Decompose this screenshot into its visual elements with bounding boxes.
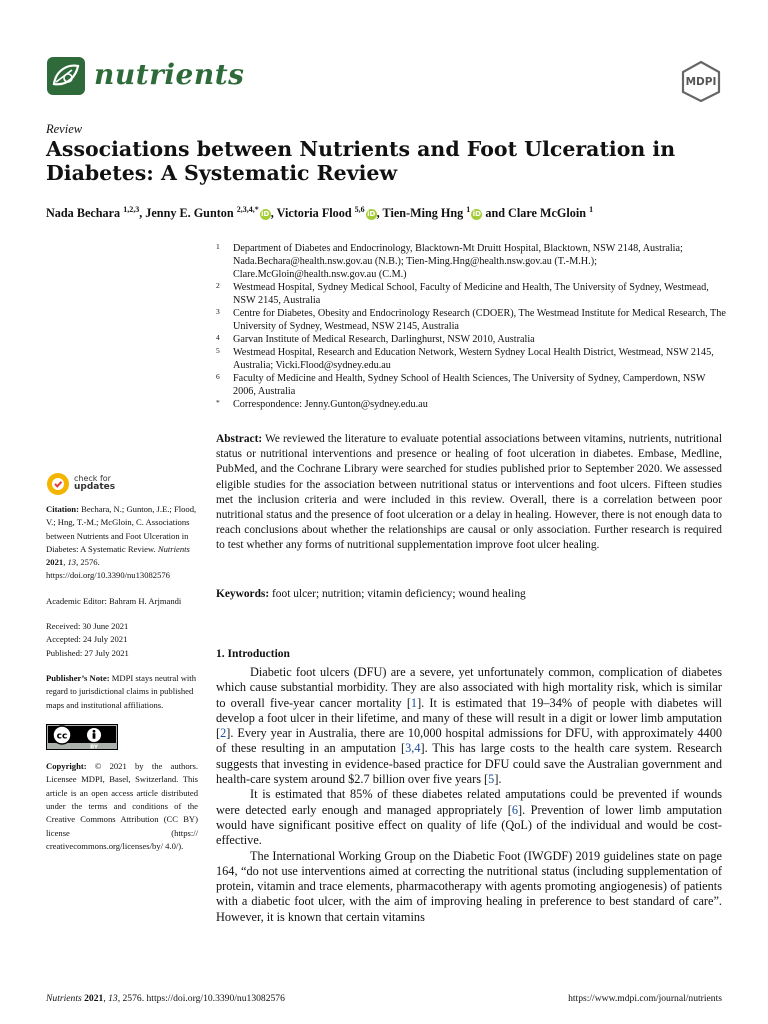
footer-journal-url[interactable]: https://www.mdpi.com/journal/nutrients xyxy=(568,993,722,1004)
author-affiliation-marker: 1,2,3 xyxy=(123,205,140,214)
reference-link[interactable]: 2 xyxy=(220,726,227,741)
svg-text:cc: cc xyxy=(56,731,68,742)
affiliation-text: Centre for Diabetes, Obesity and Endocrinology Research (CDOER), The Westmead Institute for Medical Research, The University of Sydney, Westmead, NSW 2145, Australia xyxy=(233,308,726,332)
journal-header xyxy=(46,56,722,100)
reference-link[interactable]: 1 xyxy=(410,695,418,710)
reference-link[interactable]: 6 xyxy=(511,802,518,817)
article-title: Associations between Nutrients and Foot Ulceration in Diabetes: A Systematic Review xyxy=(46,137,676,185)
journal-name: nutrients xyxy=(94,58,245,91)
orcid-icon[interactable]: iD xyxy=(367,209,376,218)
paragraph xyxy=(216,787,722,848)
author-affiliation-marker: 1 xyxy=(466,205,471,214)
affiliation-number: 6 xyxy=(216,372,220,381)
abstract xyxy=(216,432,722,554)
keywords xyxy=(216,588,722,600)
check-updates-line2: updates xyxy=(74,482,116,492)
citation: Citation: Bechara, N.; Gunton, J.E.; Flood, V.; Hng, T.-M.; McGloin, C. Associations between Nutrients and Foot Ulceration in Diabetes: A Systematic Review. Nutrients 2021, 13, 2576. https://doi.org/10.3390/nu13082576 xyxy=(46,504,197,581)
published-date: Published: 27 July 2021 xyxy=(46,647,129,658)
copyright-notice: Copyright: © 2021 by the authors. Licensee MDPI, Basel, Switzerland. This article is an open access article distributed under the terms and conditions of the Creative Commons Attribution (CC BY) license (https:// creativecommons.org/licenses/by/ 4.0/). xyxy=(46,761,198,851)
affiliation-number: 1 xyxy=(216,242,220,251)
check-updates-line1: check for xyxy=(74,474,111,483)
accepted-date: Accepted: 24 July 2021 xyxy=(46,634,128,645)
affiliation-text: Westmead Hospital, Research and Education Network, Western Sydney Local Health District, Westmead, NSW 2145, Australia; Vicki.Flood@sydney.edu.au xyxy=(233,347,714,371)
author-name: Nada Bechara xyxy=(46,206,124,221)
author-name: Tien-Ming Hng xyxy=(382,206,467,221)
author-list: Nada Bechara $^{1,2,3}$, Jenny E. Gunton $^{2,3,4,*}$ iD, Victoria Flood $^{5,6}$ iD, Tien-Ming Hng $^1$ iD and Clare McGloin $^1$ xyxy=(46,205,594,221)
section-heading-introduction: 1. Introduction xyxy=(216,648,290,660)
affiliation-item xyxy=(216,242,726,281)
paragraph-text: It is estimated that 85% of these diabetes related amputations could be prevented if wounds were detected early enough and managed appropriately [ xyxy=(216,787,722,817)
check-updates-icon xyxy=(46,472,70,496)
paragraph xyxy=(216,849,722,925)
affiliation-item xyxy=(216,281,726,307)
paragraph-text: ]. Prevention of lower limb amputation would have significant positive effect on quality of life (QoL) of the individual and would be cost-effective. xyxy=(216,802,722,848)
check-for-updates-button[interactable] xyxy=(46,470,166,500)
affiliation-item xyxy=(216,333,726,346)
paragraph-text: ]. Every year in Australia, there are 10,000 hospital admissions for DFU, with approximately 4400 of these resulting in an amputation [ xyxy=(216,726,722,756)
paragraph-text: ]. This has large costs to the health care system. Research suggests that investing in evidence-based practice for DFU could save the Australian government and health-care system around $2.7 billion over five years [ xyxy=(216,741,722,787)
affiliation-item xyxy=(216,398,726,411)
introduction-body xyxy=(216,665,722,925)
paragraph-text: ]. xyxy=(494,772,502,787)
sidebar xyxy=(46,503,198,853)
affiliation-number: 5 xyxy=(216,346,220,355)
affiliation-text: Garvan Institute of Medical Research, Darlinghurst, NSW 2010, Australia xyxy=(233,334,535,345)
cc-by-license-icon[interactable] xyxy=(46,724,118,750)
affiliation-item xyxy=(216,346,726,372)
affiliation-item xyxy=(216,372,726,398)
author-affiliation-marker: 2,3,4,* xyxy=(236,205,259,214)
orcid-icon[interactable]: iD xyxy=(472,209,481,218)
mdpi-logo-icon xyxy=(680,60,722,102)
paragraph-text: Diabetic foot ulcers (DFU) are a severe, yet unfortunately common, complication of diabetes which cause substantial morbidity. They are also associated with high mortality risk, which is similar to overall five-year cancer mortality [ xyxy=(216,665,722,710)
publishers-note: Publisher’s Note: MDPI stays neutral with regard to jurisdictional claims in published maps and institutional affiliations. xyxy=(46,672,196,710)
keywords-label: Keywords: xyxy=(216,588,270,600)
affiliation-number: * xyxy=(216,398,220,407)
academic-editor: Academic Editor: Bahram H. Arjmandi xyxy=(46,595,182,606)
affiliation-item xyxy=(216,307,726,333)
article-type: Review xyxy=(46,122,83,136)
paragraph-text: The International Working Group on the Diabetic Foot (IWGDF) 2019 guidelines state on page 164, “do not use interventions aimed at correcting the nutritional status (including supplementation of protein, vitamin and trace elements, pharmacotherapy with agents promoting angiogenesis) of patients with a diabetic foot ulcer, with the aim of improving healing in preference to best standard of care”. However, it is known that certain vitamins xyxy=(216,848,722,924)
svg-text:MDPI: MDPI xyxy=(685,76,717,88)
received-date: Received: 30 June 2021 xyxy=(46,621,129,632)
footer-citation: Nutrients 2021, 13, 2576. https://doi.org/10.3390/nu13082576 xyxy=(46,993,285,1004)
paragraph-text: ]. It is estimated that 19–34% of people with diabetes will develop a foot ulcer in their lifetime, and many of these will result in a digit or lower limb amputation [ xyxy=(216,695,722,741)
reference-link[interactable]: 3,4 xyxy=(405,741,421,756)
affiliation-number: 3 xyxy=(216,307,220,316)
svg-text:BY: BY xyxy=(90,744,98,750)
nutrients-logo-icon xyxy=(46,56,86,96)
affiliation-text: Department of Diabetes and Endocrinology, Blacktown-Mt Druitt Hospital, Blacktown, NSW 2148, Australia; Nada.Bechara@health.nsw.gov.au (N.B.); Tien-Ming.Hng@health.nsw.gov.au (T.-M.H.); Clare.McGloin@health.nsw.gov.au (C.M.) xyxy=(233,243,683,280)
affiliation-text: Correspondence: Jenny.Gunton@sydney.edu.au xyxy=(233,399,428,410)
keywords-text: foot ulcer; nutrition; vitamin deficiency; wound healing xyxy=(272,588,526,600)
affiliation-number: 4 xyxy=(216,333,220,342)
affiliation-number: 2 xyxy=(216,281,220,290)
author-affiliation-marker: 1 xyxy=(589,205,594,214)
abstract-text: We reviewed the literature to evaluate potential associations between vitamins, nutrients, nutritional status or nutritional interventions and presence or healing of foot ulceration in diabetes. Embase, Medline, PubMed, and the Cochrane Library were searched for studies published prior to September 2020. We assessed eligible studies for the association between nutritional status or interventions and foot ulcers. Fifteen studies met the inclusion criteria and were included in this review. Overall, there is a correlation between poor nutritional status and the presence of foot ulceration or a delay in healing. However, there is not enough data to reach conclusions about whether the relationships are causal or only association. Further research is required to test whether any forms of nutritional supplementation improve foot ulcer healing. xyxy=(216,433,722,552)
affiliation-text: Westmead Hospital, Sydney Medical School, Faculty of Medicine and Health, The University of Sydney, Westmead, NSW 2145, Australia xyxy=(233,282,709,306)
reference-link[interactable]: 5 xyxy=(488,772,495,787)
orcid-icon[interactable]: iD xyxy=(261,209,270,218)
author-name: Clare McGloin xyxy=(508,206,590,221)
affiliation-text: Faculty of Medicine and Health, Sydney School of Health Sciences, The University of Sydney, Camperdown, NSW 2006, Australia xyxy=(233,373,706,397)
paragraph xyxy=(216,665,722,787)
citation-doi-link[interactable]: 2576. https://doi.org/10.3390/nu13082576 xyxy=(46,557,170,581)
author-affiliation-marker: 5,6 xyxy=(354,205,365,214)
affiliations xyxy=(216,242,726,411)
author-name: Jenny E. Gunton xyxy=(145,206,237,221)
abstract-label: Abstract: xyxy=(216,433,263,445)
dates xyxy=(46,620,198,660)
author-name: Victoria Flood xyxy=(276,206,355,221)
